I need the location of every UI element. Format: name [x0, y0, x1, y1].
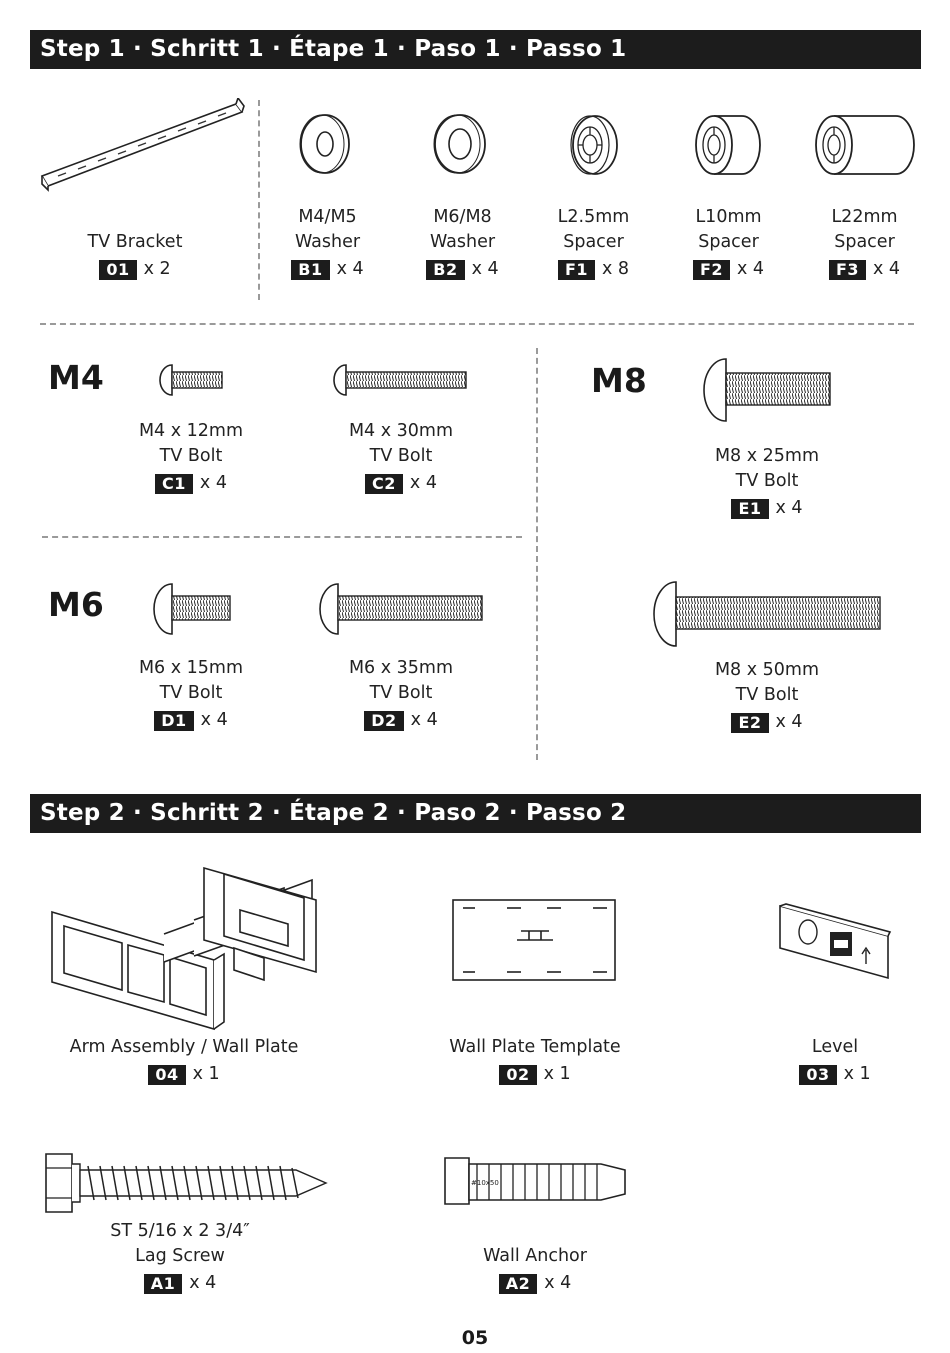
- part-bolt-m4-30mm: [326, 419, 476, 497]
- part-label: Spacer: [698, 232, 759, 252]
- lag-screw-icon: [38, 1150, 330, 1216]
- washer-small-icon: [298, 113, 352, 175]
- part-code: C2: [365, 474, 403, 494]
- part-code: E1: [731, 499, 768, 519]
- arm-assembly-icon: [44, 864, 324, 1034]
- part-label: Wall Plate Template: [449, 1037, 621, 1057]
- spacer-2-5mm-icon: [565, 113, 621, 177]
- part-label: M6 x 35mm: [348, 658, 454, 678]
- part-label: L10mm: [695, 207, 762, 227]
- spacer-22mm-icon: [812, 113, 916, 177]
- part-label: M4/M5: [298, 207, 357, 227]
- part-code: F1: [558, 260, 595, 280]
- part-label: Spacer: [563, 232, 624, 252]
- bolt-m8-25mm-icon: [702, 357, 836, 423]
- part-qty: x 2: [143, 259, 171, 279]
- wall-anchor-icon: [441, 1154, 631, 1208]
- bolt-m6-35mm-icon: [318, 582, 488, 636]
- level-icon: [776, 902, 892, 982]
- part-bolt-m6-35mm: [326, 656, 476, 734]
- part-bolt-m6-15mm: [116, 656, 266, 734]
- part-label: L22mm: [831, 207, 898, 227]
- part-qty: x 4: [336, 259, 364, 279]
- part-label: TV Bolt: [369, 446, 433, 466]
- part-tv-bracket: [60, 230, 210, 283]
- divider-horizontal-main: [40, 323, 914, 325]
- part-code: C1: [155, 474, 193, 494]
- washer-large-icon: [432, 113, 488, 175]
- part-label: Level: [811, 1037, 859, 1057]
- part-code: F3: [829, 260, 866, 280]
- part-qty: x 4: [410, 710, 438, 730]
- part-code: F2: [693, 260, 730, 280]
- part-qty: x 4: [544, 1273, 572, 1293]
- part-label: Arm Assembly / Wall Plate: [69, 1037, 299, 1057]
- part-label: TV Bolt: [159, 683, 223, 703]
- part-wall-anchor: [440, 1244, 630, 1297]
- part-level: [775, 1035, 895, 1088]
- part-qty: x 4: [200, 710, 228, 730]
- part-spacer-22mm: [802, 205, 927, 283]
- part-qty: x 8: [602, 259, 630, 279]
- part-code: 04: [148, 1065, 185, 1085]
- part-label: TV Bolt: [735, 471, 799, 491]
- part-qty: x 4: [775, 712, 803, 732]
- part-lag-screw: [80, 1219, 280, 1297]
- divider-horizontal-m4-m6: [42, 536, 522, 538]
- part-label: M8 x 25mm: [714, 446, 820, 466]
- part-wall-plate-template: [415, 1035, 655, 1088]
- part-qty: x 1: [543, 1064, 571, 1084]
- part-label: L2.5mm: [557, 207, 630, 227]
- size-label-m8: M8: [591, 361, 647, 400]
- part-code: D1: [154, 711, 193, 731]
- bolt-m6-15mm-icon: [152, 582, 236, 636]
- page-number: 05: [461, 1327, 489, 1349]
- part-qty: x 4: [189, 1273, 217, 1293]
- part-label: TV Bolt: [369, 683, 433, 703]
- part-code: E2: [731, 713, 768, 733]
- step2-banner: Step 2 · Schritt 2 · Étape 2 · Paso 2 · Passo 2: [30, 794, 921, 833]
- step1-banner: Step 1 · Schritt 1 · Étape 1 · Paso 1 · Passo 1: [30, 30, 921, 69]
- bolt-m4-30mm-icon: [332, 363, 472, 397]
- divider-vertical-top: [258, 100, 260, 300]
- part-label: TV Bracket: [87, 232, 183, 252]
- part-code: 03: [799, 1065, 836, 1085]
- part-label: M4 x 12mm: [138, 421, 244, 441]
- part-code: 02: [499, 1065, 536, 1085]
- part-code: B1: [291, 260, 329, 280]
- part-washer-m4-m5: [265, 205, 390, 283]
- part-code: A2: [499, 1274, 538, 1294]
- part-code: A1: [144, 1274, 183, 1294]
- part-code: B2: [426, 260, 464, 280]
- part-qty: x 1: [843, 1064, 871, 1084]
- wall-plate-template-icon: [451, 898, 617, 982]
- anchor-marking: #10x50: [471, 1179, 499, 1187]
- part-bolt-m8-50mm: [692, 658, 842, 736]
- part-label: M8 x 50mm: [714, 660, 820, 680]
- part-bolt-m4-12mm: [116, 419, 266, 497]
- part-label: Wall Anchor: [483, 1246, 587, 1266]
- part-label: Lag Screw: [135, 1246, 225, 1266]
- tv-bracket-icon: [38, 98, 248, 193]
- size-label-m6: M6: [48, 585, 104, 624]
- part-label: M4 x 30mm: [348, 421, 454, 441]
- bolt-m4-12mm-icon: [158, 363, 228, 397]
- bolt-m8-50mm-icon: [652, 580, 886, 648]
- part-qty: x 4: [873, 259, 901, 279]
- part-label: TV Bolt: [735, 685, 799, 705]
- divider-vertical-bolts: [536, 348, 538, 760]
- part-qty: x 4: [737, 259, 765, 279]
- part-spacer-2-5mm: [531, 205, 656, 283]
- part-label: Washer: [429, 232, 496, 252]
- part-label: M6 x 15mm: [138, 658, 244, 678]
- part-label: Washer: [294, 232, 361, 252]
- part-label: ST 5/16 x 2 3/4″: [110, 1221, 250, 1241]
- part-label: TV Bolt: [159, 446, 223, 466]
- part-washer-m6-m8: [400, 205, 525, 283]
- spacer-10mm-icon: [692, 113, 762, 177]
- part-spacer-10mm: [666, 205, 791, 283]
- part-qty: x 4: [775, 498, 803, 518]
- part-arm-assembly: [44, 1035, 324, 1088]
- part-bolt-m8-25mm: [692, 444, 842, 522]
- part-qty: x 4: [199, 473, 227, 493]
- part-label: Spacer: [834, 232, 895, 252]
- size-label-m4: M4: [48, 358, 104, 397]
- part-code: D2: [364, 711, 403, 731]
- part-qty: x 4: [409, 473, 437, 493]
- part-qty: x 1: [192, 1064, 220, 1084]
- part-label: M6/M8: [433, 207, 492, 227]
- part-qty: x 4: [471, 259, 499, 279]
- part-code: 01: [99, 260, 136, 280]
